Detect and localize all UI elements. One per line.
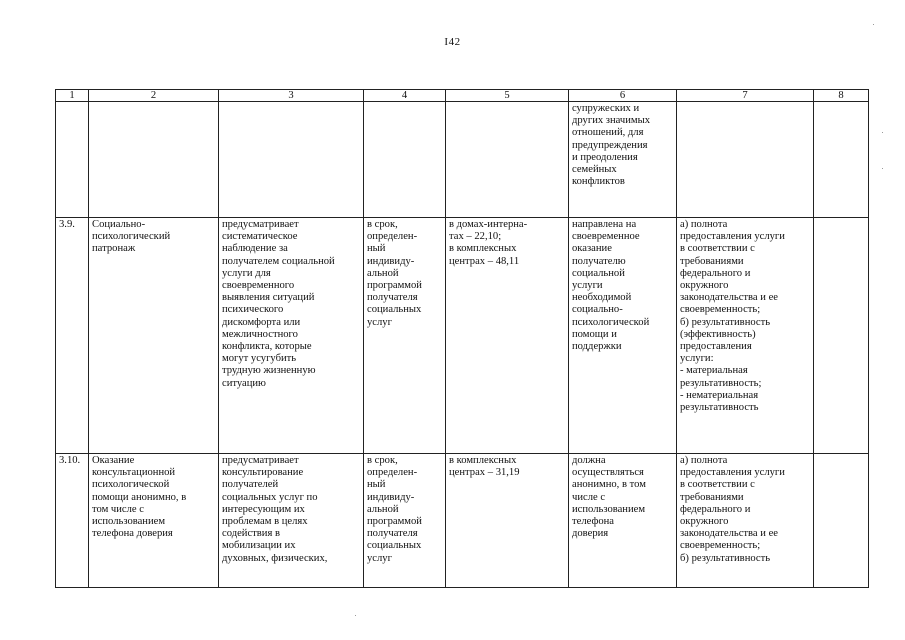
table-cell — [814, 454, 869, 588]
scan-speck — [355, 615, 356, 616]
table-cell — [446, 102, 569, 218]
header-cell: 8 — [814, 90, 869, 102]
table-row — [56, 454, 869, 588]
header-cell: 2 — [89, 90, 219, 102]
service-term: в срок, определен- ный индивиду- альной программой получателя социальных услуг — [364, 454, 446, 588]
service-quality: а) полнота предоставления услуги в соответствии с требованиями федерального и окружного законодательства и ее своевременность; б) результативность (эффективность) предоставления услуги: - материальная результативность; - нематериальная результативность — [677, 218, 814, 454]
conditions-cell: супружеских и других значимых отношений, для предупреждения и преодоления семейных конфликтов — [569, 102, 677, 218]
table-cell — [364, 102, 446, 218]
service-description: предусматривает систематическое наблюдение за получателем социальной услуги для своевременного выявления ситуаций психического дискомфорта или межличностного конфликта, которые могут усугубить трудную жизненную ситуацию — [219, 218, 364, 454]
service-tariff: в комплексных центрах – 31,19 — [446, 454, 569, 588]
table-cell — [814, 218, 869, 454]
service-name: Оказание консультационной психологической помощи анонимно, в том числе с использованием телефона доверия — [89, 454, 219, 588]
table-cell — [219, 102, 364, 218]
services-table — [55, 89, 869, 588]
table-row — [56, 218, 869, 454]
header-cell: 5 — [446, 90, 569, 102]
service-description: предусматривает консультирование получателей социальных услуг по интересующим их проблемам в целях содействия в мобилизации их духовных, физических, — [219, 454, 364, 588]
scan-speck — [882, 132, 883, 133]
header-row — [56, 90, 869, 102]
row-number: 3.9. — [56, 218, 89, 454]
page-number: I42 — [444, 36, 461, 48]
table-cell — [56, 102, 89, 218]
table-cell — [89, 102, 219, 218]
service-conditions: направлена на своевременное оказание получателю социальной услуги необходимой социально- психологической помощи и поддержки — [569, 218, 677, 454]
table-cell — [677, 102, 814, 218]
service-tariff: в домах-интерна- тах – 22,10; в комплексных центрах – 48,11 — [446, 218, 569, 454]
header-cell: 7 — [677, 90, 814, 102]
service-quality: а) полнота предоставления услуги в соответствии с требованиями федерального и окружного законодательства и ее своевременность; б) результативность — [677, 454, 814, 588]
header-cell: 6 — [569, 90, 677, 102]
service-name: Социально- психологический патронаж — [89, 218, 219, 454]
header-cell: 4 — [364, 90, 446, 102]
header-cell: 3 — [219, 90, 364, 102]
scan-speck — [873, 24, 874, 25]
scan-speck — [882, 168, 883, 169]
table-cell — [814, 102, 869, 218]
service-conditions: должна осуществляться анонимно, в том числе с использованием телефона доверия — [569, 454, 677, 588]
row-number: 3.10. — [56, 454, 89, 588]
table-row-continuation — [56, 102, 869, 218]
header-cell: 1 — [56, 90, 89, 102]
service-term: в срок, определен- ный индивиду- альной программой получателя социальных услуг — [364, 218, 446, 454]
